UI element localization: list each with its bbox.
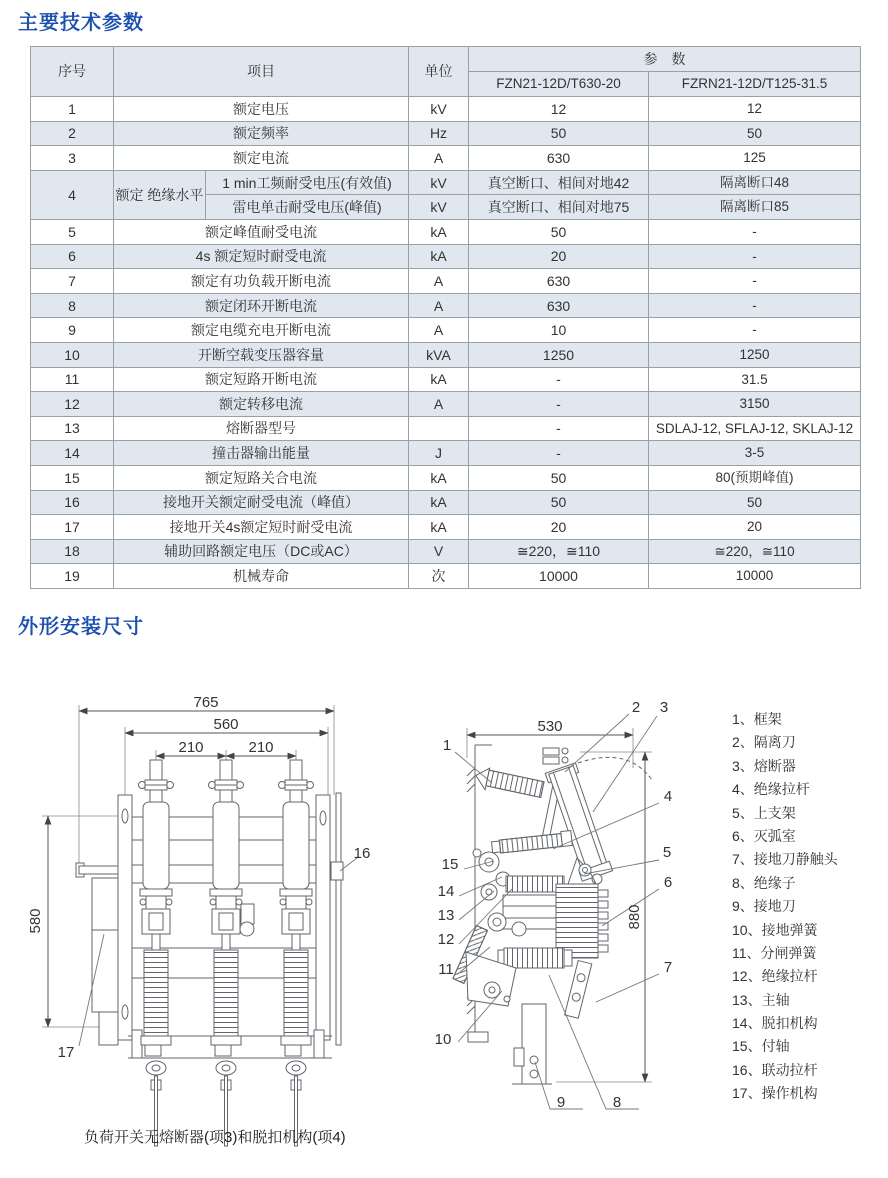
cell-unit: A: [409, 392, 469, 417]
table-row: [31, 269, 861, 294]
cell-item: 额定电缆充电开断电流: [114, 318, 409, 343]
cell-unit: kA: [409, 465, 469, 490]
cell-param-1: 12: [469, 97, 649, 122]
dimension-label: 560: [213, 716, 239, 733]
cell-unit: kV: [409, 195, 469, 220]
cell-param-1: 630: [469, 293, 649, 318]
parts-list: [732, 708, 886, 1106]
callout-label: 15: [441, 856, 459, 873]
cell-no: 10: [31, 342, 114, 367]
cell-unit: A: [409, 146, 469, 171]
cell-no: 16: [31, 490, 114, 515]
callout-label: 16: [353, 845, 371, 862]
cell-param-1: 50: [469, 121, 649, 146]
dimension-label: 880: [626, 904, 643, 930]
parts-list-item: 14、脱扣机构: [732, 1015, 818, 1032]
cell-item: 额定短路关合电流: [114, 465, 409, 490]
figure-caption: 负荷开关无熔断器(项3)和脱扣机构(项4): [84, 1129, 346, 1146]
cell-param-1: 真空断口、相间对地75: [469, 195, 649, 220]
cell-no: 11: [31, 367, 114, 392]
cell-unit: kA: [409, 490, 469, 515]
section-title-params: 主要技术参数: [18, 12, 144, 34]
insulated-rod: [491, 831, 572, 854]
cell-unit: 次: [409, 564, 469, 589]
parts-list-item: 3、熔断器: [732, 757, 796, 774]
cell-item: 额定闭环开断电流: [114, 293, 409, 318]
params-table: [30, 46, 861, 589]
table-row: [31, 170, 861, 195]
cell-param-2: -: [649, 318, 861, 343]
parts-list-item: 5、上支架: [732, 804, 796, 821]
cell-param-1: 50: [469, 490, 649, 515]
cell-param-2: -: [649, 269, 861, 294]
cell-param-1: ≅220，≅110: [469, 539, 649, 564]
cell-param-1: 20: [469, 244, 649, 269]
cell-no: 7: [31, 269, 114, 294]
cell-param-1: 10000: [469, 564, 649, 589]
cell-item: 撞击器输出能量: [114, 441, 409, 466]
cell-unit: kVA: [409, 342, 469, 367]
cell-no: 4: [31, 170, 114, 219]
cell-param-1: 630: [469, 146, 649, 171]
earth-static-contact: [565, 961, 592, 1019]
header-params: 参 数: [469, 47, 861, 72]
callout-label: 5: [662, 844, 672, 861]
cell-param-2: 50: [649, 490, 861, 515]
cell-item: 额定频率: [114, 121, 409, 146]
parts-list-item: 13、主轴: [732, 991, 790, 1008]
callout-label: 11: [438, 961, 454, 978]
cell-no: 18: [31, 539, 114, 564]
blade-travel-arc: [578, 757, 652, 780]
cell-param-2: 31.5: [649, 367, 861, 392]
dimension-label: 765: [193, 694, 219, 711]
parts-list-item: 16、联动拉杆: [732, 1061, 818, 1078]
cell-param-2: 12: [649, 97, 861, 122]
cell-param-1: -: [469, 392, 649, 417]
dimension-label: 530: [537, 718, 563, 735]
cell-no: 12: [31, 392, 114, 417]
cell-no: 6: [31, 244, 114, 269]
cell-unit: kV: [409, 97, 469, 122]
cell-param-2: ≅220，≅110: [649, 539, 861, 564]
callout-label: 17: [57, 1044, 75, 1061]
cell-item: 额定短路开断电流: [114, 367, 409, 392]
table-row: [31, 515, 861, 540]
cell-param-2: 80(预期峰值): [649, 465, 861, 490]
cell-param-2: -: [649, 293, 861, 318]
cell-unit: kA: [409, 244, 469, 269]
table-row: [31, 441, 861, 466]
cell-item: 额定峰值耐受电流: [114, 219, 409, 244]
cell-no: 5: [31, 219, 114, 244]
cell-no: 9: [31, 318, 114, 343]
table-row: [31, 121, 861, 146]
callout-label: 9: [556, 1094, 566, 1111]
table-row: [31, 342, 861, 367]
cell-param-1: -: [469, 441, 649, 466]
parts-list-item: 17、操作机构: [732, 1085, 818, 1102]
callout-label: 8: [612, 1094, 622, 1111]
front-view-drawing: [27, 694, 370, 1146]
header-unit: 单位: [409, 47, 469, 97]
cell-param-1: 真空断口、相间对地42: [469, 170, 649, 195]
callout-label: 10: [434, 1031, 452, 1048]
cell-item: 额定电压: [114, 97, 409, 122]
cell-param-2: 125: [649, 146, 861, 171]
parts-list-item: 11、分闸弹簧: [732, 944, 817, 961]
dimension-label: 580: [27, 908, 44, 934]
cell-item: 4s 额定短时耐受电流: [114, 244, 409, 269]
cell-item: 开断空载变压器容量: [114, 342, 409, 367]
cell-unit: kV: [409, 170, 469, 195]
cell-no: 15: [31, 465, 114, 490]
cell-item: 额定有功负载开断电流: [114, 269, 409, 294]
parts-list-item: 9、接地刀: [732, 898, 796, 915]
cell-unit: J: [409, 441, 469, 466]
cell-param-1: 50: [469, 465, 649, 490]
header-item: 项目: [114, 47, 409, 97]
parts-list-item: 1、框架: [732, 711, 782, 727]
cell-param-2: -: [649, 219, 861, 244]
cell-item-group: 额定 绝缘水平: [114, 170, 206, 219]
cell-subitem: 雷电单击耐受电压(峰值): [206, 195, 409, 220]
table-row: [31, 465, 861, 490]
table-row: [31, 244, 861, 269]
table-row: [31, 392, 861, 417]
side-view-drawing: [435, 699, 673, 1111]
cell-param-2: 隔离断口85: [649, 195, 861, 220]
cell-no: 19: [31, 564, 114, 589]
cell-param-1: 50: [469, 219, 649, 244]
cell-param-1: 10: [469, 318, 649, 343]
cell-no: 17: [31, 515, 114, 540]
cell-no: 3: [31, 146, 114, 171]
cell-param-1: 1250: [469, 342, 649, 367]
parts-list-item: 12、绝缘拉杆: [732, 968, 818, 985]
upper-insulator: [473, 766, 544, 802]
callout-label: 2: [631, 699, 641, 716]
cell-param-2: 1250: [649, 342, 861, 367]
table-row: [31, 539, 861, 564]
cell-no: 8: [31, 293, 114, 318]
cell-unit: [409, 416, 469, 441]
callout-label: 1: [442, 737, 452, 754]
callout-label: 13: [437, 907, 455, 924]
header-model-1: FZN21-12D/T630-20: [469, 72, 649, 97]
cell-item: 额定电流: [114, 146, 409, 171]
cell-item: 接地开关4s额定短时耐受电流: [114, 515, 409, 540]
callout-label: 6: [663, 874, 673, 891]
cell-unit: kA: [409, 367, 469, 392]
parts-list-item: 6、灭弧室: [732, 827, 796, 844]
cell-subitem: 1 min工频耐受电压(有效值): [206, 170, 409, 195]
parts-list-item: 8、绝缘子: [732, 874, 796, 891]
cell-unit: Hz: [409, 121, 469, 146]
dimension-label: 210: [248, 739, 274, 756]
params-table-body: [31, 97, 861, 589]
linkage-rod-fitting: [331, 862, 343, 880]
table-row: [31, 367, 861, 392]
callout-label: 12: [437, 931, 455, 948]
cell-param-2: 3-5: [649, 441, 861, 466]
cell-no: 1: [31, 97, 114, 122]
callout-label: 7: [663, 959, 673, 976]
cell-item: 机械寿命: [114, 564, 409, 589]
cell-param-2: 20: [649, 515, 861, 540]
cell-unit: V: [409, 539, 469, 564]
table-row: [31, 97, 861, 122]
cell-unit: A: [409, 269, 469, 294]
cell-param-2: -: [649, 244, 861, 269]
cell-param-2: 50: [649, 121, 861, 146]
section-title-dimensions: 外形安装尺寸: [18, 616, 144, 638]
table-row: [31, 146, 861, 171]
params-table-head: [31, 47, 861, 97]
header-model-2: FZRN21-12D/T125-31.5: [649, 72, 861, 97]
cell-param-2: 隔离断口48: [649, 170, 861, 195]
cell-param-1: -: [469, 416, 649, 441]
table-row: [31, 293, 861, 318]
cell-no: 13: [31, 416, 114, 441]
cell-param-2: SDLAJ-12, SFLAJ-12, SKLAJ-12: [649, 416, 861, 441]
cell-unit: kA: [409, 219, 469, 244]
cell-no: 14: [31, 441, 114, 466]
cell-unit: A: [409, 318, 469, 343]
table-row: [31, 490, 861, 515]
table-row: [31, 219, 861, 244]
cell-unit: A: [409, 293, 469, 318]
callout-label: 14: [437, 883, 455, 900]
fuse-tube: [545, 763, 612, 881]
cell-unit: kA: [409, 515, 469, 540]
cell-param-1: 630: [469, 269, 649, 294]
parts-list-item: 2、隔离刀: [732, 734, 796, 751]
parts-list-item: 15、付轴: [732, 1038, 790, 1055]
header-no: 序号: [31, 47, 114, 97]
cell-param-2: 10000: [649, 564, 861, 589]
parts-list-item: 10、接地弹簧: [732, 921, 818, 938]
cell-param-1: -: [469, 367, 649, 392]
callout-label: 4: [663, 788, 673, 805]
cell-no: 2: [31, 121, 114, 146]
table-row: [31, 416, 861, 441]
cell-param-1: 20: [469, 515, 649, 540]
cell-item: 熔断器型号: [114, 416, 409, 441]
table-row: [31, 564, 861, 589]
cell-item: 辅助回路额定电压（DC或AC）: [114, 539, 409, 564]
callout-label: 3: [659, 699, 669, 716]
table-row: [31, 318, 861, 343]
cell-param-2: 3150: [649, 392, 861, 417]
dimension-label: 210: [178, 739, 204, 756]
operating-mechanism-box: [92, 878, 118, 1045]
cell-item: 接地开关额定耐受电流（峰值）: [114, 490, 409, 515]
cell-item: 额定转移电流: [114, 392, 409, 417]
parts-list-item: 7、接地刀静触头: [732, 851, 838, 868]
parts-list-item: 4、绝缘拉杆: [732, 781, 810, 798]
